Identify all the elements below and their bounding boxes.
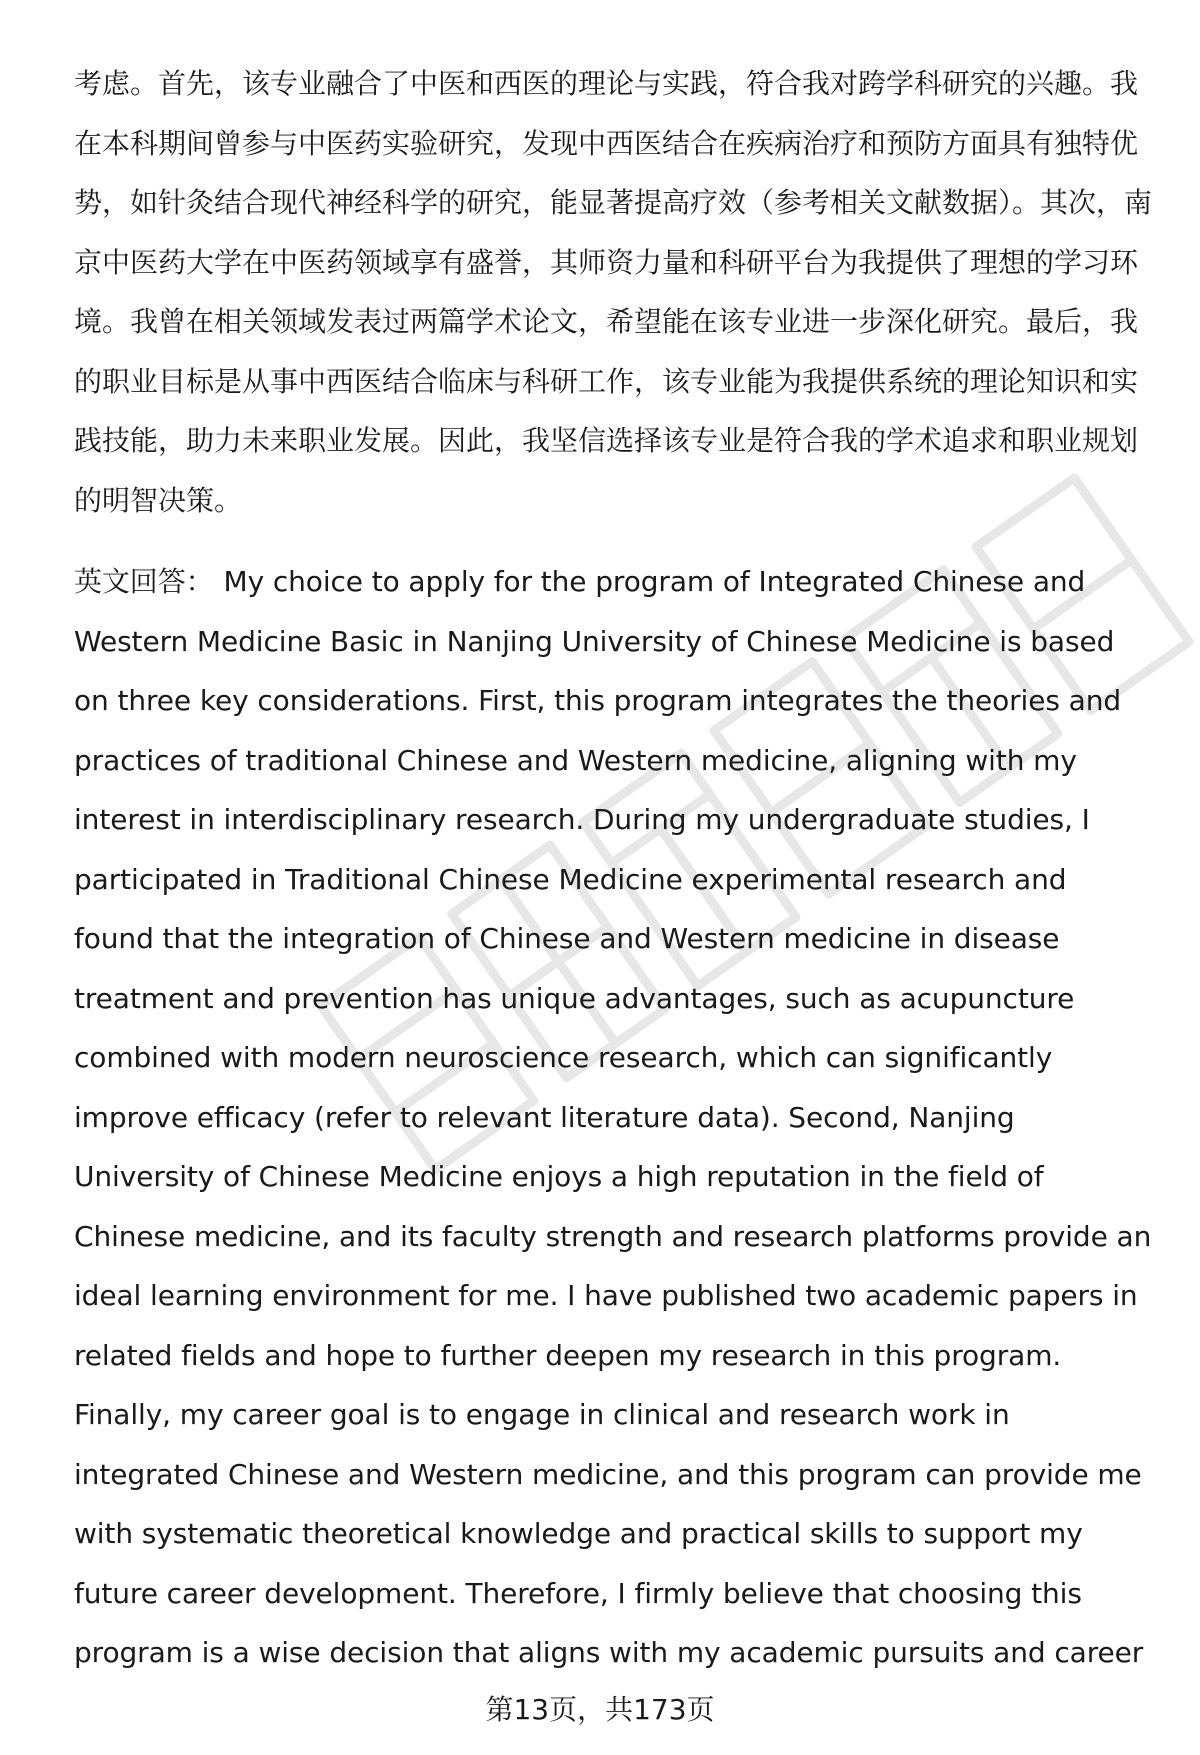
english-answer-text: My choice to apply for the program of Integrated Chinese and Western Medicine Basic in Nanjing University of Chinese Medicine is based on three key considerations. First, this program integrates the theories and practices of traditional Chinese and Western medicine, aligning with my interest in interdisciplinary research. During my undergraduate studies, I participated in Traditional Chinese Medicine experimental research and found that the integration of Chinese and Western medicine in disease treatment and prevention has unique advantages, such as acupuncture combined with modern neuroscience research, which can significantly improve efficacy (refer to relevant literature data). Second, Nanjing University of Chinese Medicine enjoys a high reputation in the field of Chinese medicine, and its faculty strength and research platforms provide an ideal learning environment for me. I have published two academic papers in related fields and hope to further deepen my research in this program. Finally, my career goal is to engage in clinical and research work in integrated Chinese and Western medicine, and this program can provide me with systematic theoretical knowledge and practical skills to support my future career development. Therefore, I firmly believe that choosing this program is a wise decision that aligns with my academic pursuits and career — [74, 565, 1152, 1669]
chinese-answer-paragraph: 考虑。首先，该专业融合了中医和西医的理论与实践，符合我对跨学科研究的兴趣。我在本科期间曾参与中医药实验研究，发现中西医结合在疾病治疗和预防方面具有独特优势，如针灸结合现代神经科学的研究，能显著提高疗效（参考相关文献数据）。其次，南京中医药大学在中医药领域享有盛誉，其师资力量和科研平台为我提供了理想的学习环境。我曾在相关领域发表过两篇学术论文，希望能在该专业进一步深化研究。最后，我的职业目标是从事中西医结合临床与科研工作，该专业能为我提供系统的理论知识和实践技能，助力未来职业发展。因此，我坚信选择该专业是符合我的学术追求和职业规划的明智决策。 — [74, 67, 1153, 517]
english-answer-label: 英文回答： — [74, 565, 214, 598]
english-answer-paragraph — [74, 552, 1154, 1683]
document-body — [74, 54, 1154, 1683]
page-number-footer: 第13页，共173页 — [0, 1690, 1200, 1730]
